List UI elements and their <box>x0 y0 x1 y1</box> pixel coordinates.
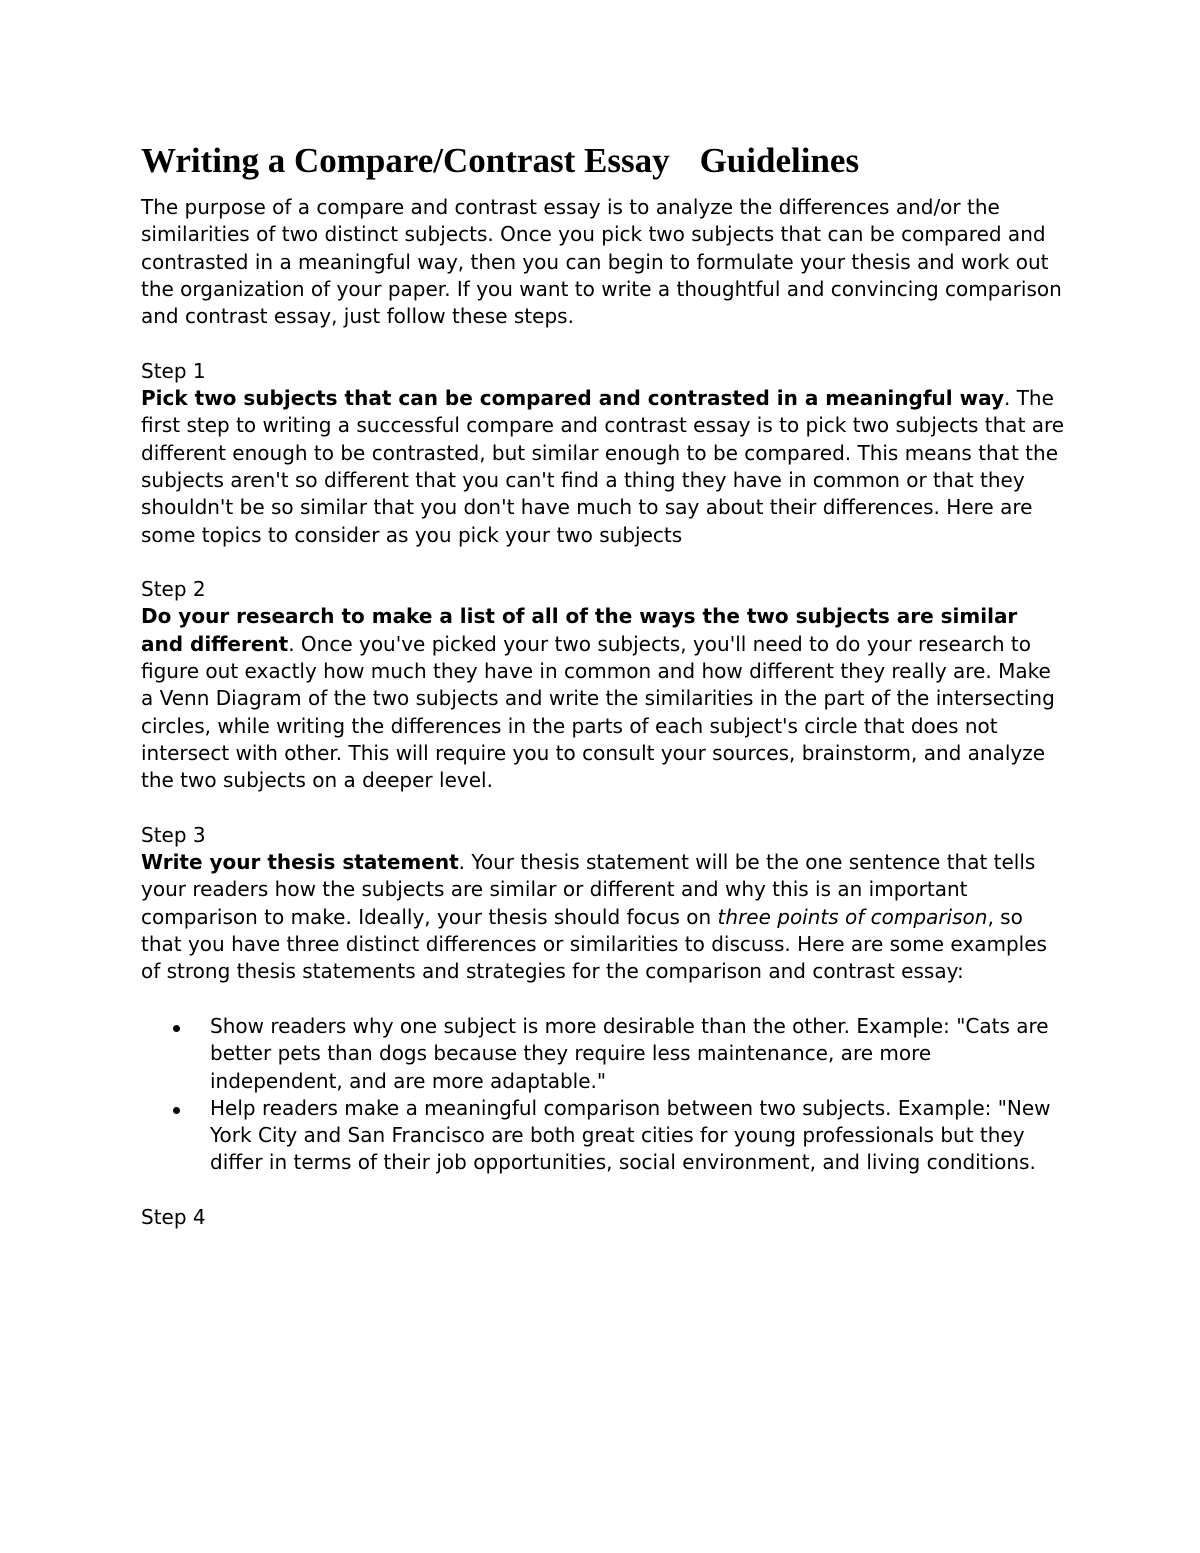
intro-paragraph: The purpose of a compare and contrast essay is to analyze the differences and/or the similarities of two distinct subjects. Once you pick two subjects that can be compared and contrasted in a meaningful way, then you can begin to formulate your thesis and work out the organization of your paper. If you want to write a thoughtful and convincing comparison and contrast essay, just follow these steps. <box>141 195 1062 329</box>
step-2-heading: Do your research to make a list of all of the ways the two subjects are similar and different <box>141 604 1018 656</box>
step-3-body-before: . Your thesis statement will be the one sentence that tells your readers how the subjects are similar or different and why this is an important comparison to make. Ideally, your thesis should focus on <box>141 850 1036 929</box>
step-1-heading: Pick two subjects that can be compared and contrasted in a meaningful way <box>141 386 1004 411</box>
step-1-body: . The first step to writing a successful compare and contrast essay is to pick two subjects that are different enough to be contrasted, but similar enough to be compared. This means that the subjects aren't so different that you can't find a thing they have in common or that they shouldn't be so similar that you don't have much to say about their differences. Here are some topics to consider as you pick your two subjects <box>141 386 1065 547</box>
step-3-label: Step 3 <box>141 822 206 847</box>
step-3-heading: Write your thesis statement <box>141 850 459 875</box>
step-4-label: Step 4 <box>141 1204 206 1229</box>
step-3-body-after: , so that you have three distinct differences or similarities to discuss. Here are some examples of strong thesis statements and strategies for the comparison and contrast essay: <box>141 904 1047 984</box>
step-3-body-italic: three points of comparison <box>717 904 988 929</box>
page-title <box>141 138 1066 184</box>
document-content <box>141 138 1066 1231</box>
list-item-text: Show readers why one subject is more desirable than the other. Example: "Cats are better pets than dogs because they require less maintenance, are more independent, and are more adaptable." <box>210 1013 1049 1093</box>
list-item <box>141 1095 1066 1177</box>
step-2-paragraph <box>141 603 1066 794</box>
step-2-body: . Once you've picked your two subjects, you'll need to do your research to figure out exactly how much they have in common and how different they really are. Make a Venn Diagram of the two subjects and write the similarities in the part of the intersecting circles, while writing the differences in the parts of each subject's circle that does not intersect with other. This will require you to consult your sources, brainstorm, and analyze the two subjects on a deeper level. <box>141 631 1055 793</box>
title-sub: Guidelines <box>699 141 860 180</box>
step-1-paragraph <box>141 385 1066 549</box>
step-2-label: Step 2 <box>141 577 206 602</box>
list-item-text: Help readers make a meaningful comparison between two subjects. Example: "New York City and San Francisco are both great cities for young professionals but they differ in terms of their job opportunities, social environment, and living conditions. <box>210 1095 1051 1175</box>
thesis-examples-list <box>141 1013 1066 1177</box>
list-item <box>141 1013 1066 1095</box>
bullet-icon <box>173 1107 180 1114</box>
step-1-label: Step 1 <box>141 358 206 383</box>
bullet-icon <box>173 1025 180 1032</box>
title-main: Writing a Compare/Contrast Essay <box>141 141 670 180</box>
step-3-paragraph <box>141 849 1066 985</box>
